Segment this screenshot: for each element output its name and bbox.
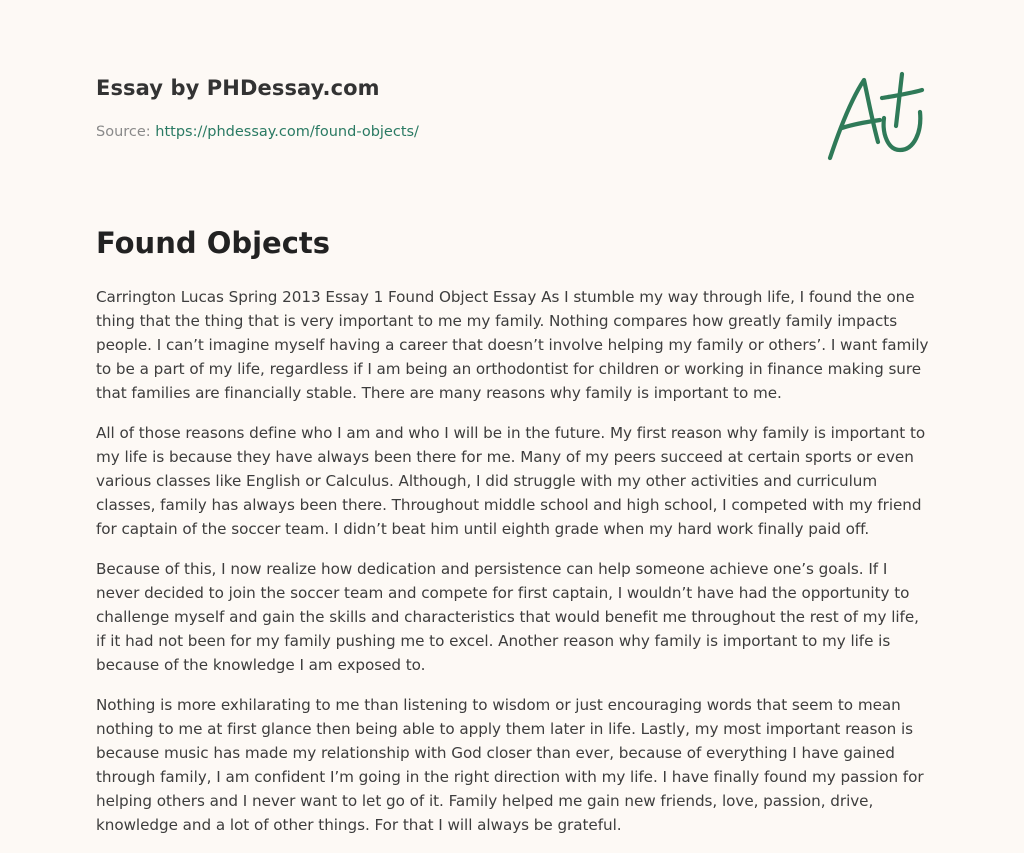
site-title: Essay by PHDessay.com bbox=[96, 76, 380, 100]
source-link[interactable]: https://phdessay.com/found-objects/ bbox=[155, 124, 419, 140]
essay-paragraph: All of those reasons define who I am and who I will be in the future. My first reason why family is important to my life is because they have always been there for me. Many of my peers succeed at certain sports or even various classes like English or Calculus. Although, I did struggle with my other activities and curriculum classes, family has always been there. Throughout middle school and high school, I competed with my friend for captain of the soccer team. I didn’t beat him until eighth grade when my hard work finally paid off. bbox=[96, 424, 926, 538]
essay-paragraph: Nothing is more exhilarating to me than listening to wisdom or just encouraging words that seem to mean nothing to me at first glance then being able to apply them later in life. Lastly, my most important reason is because music has made my relationship with God closer than ever, because of everything I have gained through family, I am confident I’m going in the right direction with my life. I have finally found my passion for helping others and I never want to let go of it. Family helped me gain new friends, love, passion, drive, knowledge and a lot of other things. For that I will always be grateful. bbox=[96, 696, 924, 834]
essay-title: Found Objects bbox=[96, 226, 331, 260]
essay-paragraph: Carrington Lucas Spring 2013 Essay 1 Found Object Essay As I stumble my way through life, I found the one thing that the thing that is very important to me my family. Nothing compares how greatly family impacts people. I can’t imagine myself having a career that doesn’t involve helping my family or others’. I want family to be a part of my life, regardless if I am being an orthodontist for children or working in finance making sure that families are financially stable. There are many reasons why family is important to me. bbox=[96, 288, 929, 402]
a-plus-logo-icon bbox=[822, 68, 928, 164]
source-label: Source: bbox=[96, 124, 151, 140]
essay-body bbox=[96, 285, 932, 853]
essay-paragraph: Because of this, I now realize how dedication and persistence can help someone achieve one’s goals. If I never decided to join the soccer team and compete for first captain, I wouldn’t have had the opportunity to challenge myself and gain the skills and characteristics that would benefit me throughout the rest of my life, if it had not been for my family pushing me to excel. Another reason why family is important to my life is because of the knowledge I am exposed to. bbox=[96, 560, 919, 674]
source-line bbox=[96, 124, 419, 140]
